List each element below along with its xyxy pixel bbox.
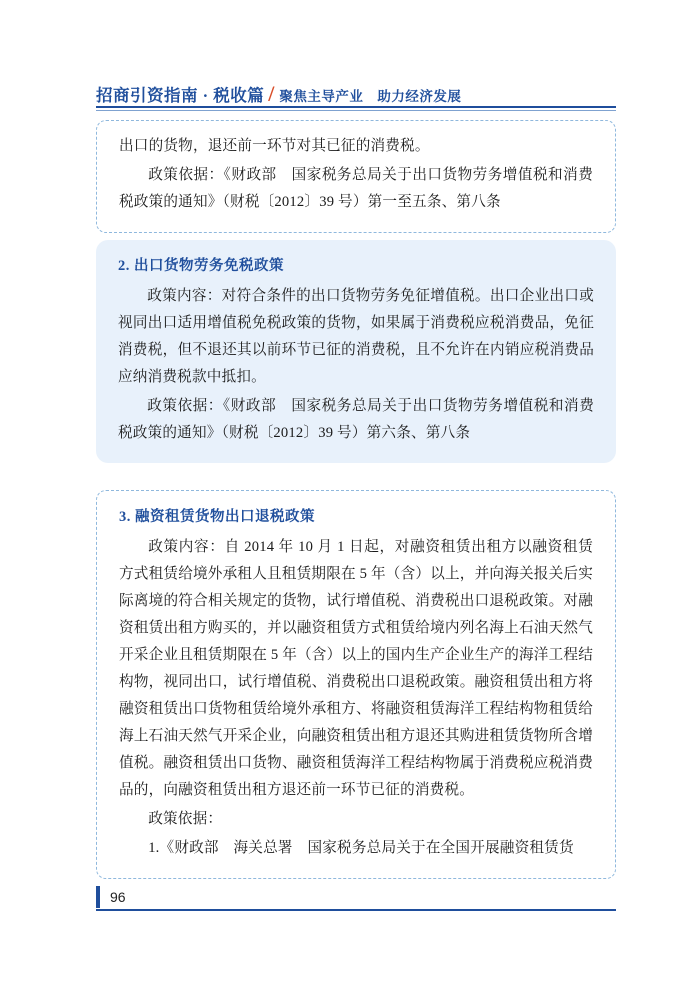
- page-number: 96: [110, 889, 126, 905]
- header-title: 招商引资指南 · 税收篇: [96, 86, 265, 105]
- header-divider-thin: [96, 110, 616, 111]
- paragraph: 政策依据：: [148, 811, 223, 827]
- section-title: 3. 融资租赁货物出口退税政策: [119, 509, 315, 525]
- paragraph: 政策内容：对符合条件的出口货物劳务免征增值税。出口企业出口或视同出口适用增值税免税政策的货物，如果属于消费税应税消费品，免征消费税，但不退还其以前环节已征的消费税，且不允许在内销应税消费品应纳消费税款中抵扣。: [118, 288, 594, 385]
- paragraph: 政策内容：自 2014 年 10 月 1 日起，对融资租赁出租方以融资租赁方式租赁给境外承租人且租赁期限在 5 年（含）以上，并向海关报关后实际离境的符合相关规定的货物，试行增值税、消费税出口退税政策。对融资租赁出租方购买的，并以融资租赁方式租赁给境内列名海上石油天然气开采企业且租赁期限在 5 年（含）以上的国内生产企业生产的海洋工程结构物，视同出口，试行增值税、消费税出口退税政策。融资租赁出租方将融资租赁出口货物租赁给境外承租方、将融资租赁海洋工程结构物租赁给海上石油天然气开采企业，向融资租赁出租方退还其购进租赁货物所含增值税。融资租赁出口货物、融资租赁海洋工程结构物属于消费税应税消费品的，向融资租赁出租方退还前一环节已征的消费税。: [119, 539, 593, 798]
- section-title: 2. 出口货物劳务免税政策: [118, 258, 284, 274]
- content-block-section-3: [96, 490, 616, 879]
- content-block-continued: [96, 120, 616, 233]
- page-footer: [96, 884, 616, 910]
- page-header: [96, 72, 616, 106]
- header-separator-icon: /: [268, 81, 275, 106]
- header-divider: [96, 106, 616, 108]
- paragraph: 出口的货物，退还前一环节对其已征的消费税。: [119, 138, 430, 154]
- paragraph: 政策依据：《财政部 国家税务总局关于出口货物劳务增值税和消费税政策的通知》（财税〔2012〕39 号）第一至五条、第八条: [119, 167, 593, 210]
- header-subtitle: 聚焦主导产业 助力经济发展: [279, 89, 462, 104]
- footer-divider: [96, 909, 616, 911]
- footer-accent-bar: [96, 886, 100, 908]
- content-block-section-2: [96, 240, 616, 463]
- paragraph: 1.《财政部 海关总署 国家税务总局关于在全国开展融资租赁货: [148, 840, 574, 856]
- paragraph: 政策依据：《财政部 国家税务总局关于出口货物劳务增值税和消费税政策的通知》（财税〔2012〕39 号）第六条、第八条: [118, 398, 594, 441]
